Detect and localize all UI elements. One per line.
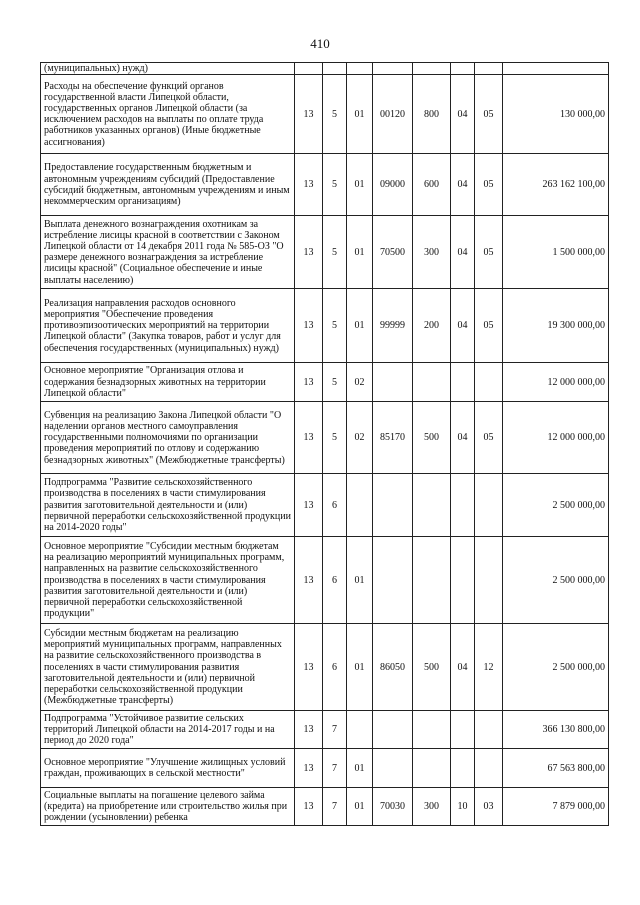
row-code-c6: 04 xyxy=(451,624,475,711)
row-code-c7 xyxy=(475,363,503,402)
row-code-c2: 5 xyxy=(323,154,347,216)
row-code-c4: 85170 xyxy=(373,402,413,474)
row-amount: 366 130 800,00 xyxy=(503,711,609,749)
row-code-c6 xyxy=(451,63,475,75)
row-code-c5 xyxy=(413,537,451,624)
row-name: Основное мероприятие "Субсидии местным бюджетам на реализацию мероприятий муниципальных программ, направленных на развитие сельскохозяйственного производства в поселениях в части стимулирования развития заготовительной деятельности и (или) первичной переработки сельскохозяйственной продукции" xyxy=(41,537,295,624)
row-code-c7 xyxy=(475,63,503,75)
row-code-c3 xyxy=(347,63,373,75)
page-number: 410 xyxy=(310,36,330,51)
row-code-c1: 13 xyxy=(295,154,323,216)
row-code-c2: 6 xyxy=(323,624,347,711)
row-name: Подпрограмма "Развитие сельскохозяйственного производства в поселениях в части стимулирования развития заготовительной деятельности и (или) первичной переработки сельскохозяйственной продукции на 2014-2020 годы" xyxy=(41,474,295,537)
row-amount: 130 000,00 xyxy=(503,75,609,154)
row-code-c4: 99999 xyxy=(373,289,413,363)
row-code-c1: 13 xyxy=(295,474,323,537)
row-amount: 1 500 000,00 xyxy=(503,216,609,289)
table-row xyxy=(41,537,609,624)
row-code-c5: 200 xyxy=(413,289,451,363)
row-code-c3: 01 xyxy=(347,537,373,624)
row-code-c5: 300 xyxy=(413,216,451,289)
row-code-c3: 01 xyxy=(347,216,373,289)
table-row xyxy=(41,749,609,788)
row-amount: 7 879 000,00 xyxy=(503,788,609,826)
row-code-c7 xyxy=(475,711,503,749)
table-row xyxy=(41,711,609,749)
row-code-c3: 01 xyxy=(347,154,373,216)
row-code-c1: 13 xyxy=(295,289,323,363)
row-code-c7 xyxy=(475,537,503,624)
row-code-c7: 05 xyxy=(475,289,503,363)
row-code-c6: 04 xyxy=(451,402,475,474)
row-code-c3: 01 xyxy=(347,289,373,363)
budget-table xyxy=(40,62,609,826)
row-code-c6: 04 xyxy=(451,75,475,154)
row-code-c3: 01 xyxy=(347,749,373,788)
row-code-c3: 02 xyxy=(347,363,373,402)
row-code-c2: 5 xyxy=(323,75,347,154)
row-code-c2: 7 xyxy=(323,749,347,788)
row-code-c4 xyxy=(373,363,413,402)
table-row xyxy=(41,216,609,289)
row-code-c4 xyxy=(373,537,413,624)
row-code-c7: 05 xyxy=(475,216,503,289)
row-code-c4 xyxy=(373,711,413,749)
row-code-c4: 70030 xyxy=(373,788,413,826)
row-code-c4 xyxy=(373,63,413,75)
row-code-c2 xyxy=(323,63,347,75)
row-code-c6 xyxy=(451,711,475,749)
table-row xyxy=(41,289,609,363)
row-code-c3: 02 xyxy=(347,402,373,474)
row-code-c2: 7 xyxy=(323,711,347,749)
row-name: Субсидии местным бюджетам на реализацию мероприятий муниципальных программ, направленных на развитие сельскохозяйственного производства в поселениях в части стимулирования развития заготовительной деятельности и (или) первичной переработки сельскохозяйственной продукции (Межбюджетные трансферты) xyxy=(41,624,295,711)
row-code-c1: 13 xyxy=(295,75,323,154)
row-name: Социальные выплаты на погашение целевого займа (кредита) на приобретение или строительство жилья при рождении (усыновлении) ребенка xyxy=(41,788,295,826)
row-code-c7: 05 xyxy=(475,402,503,474)
row-amount: 2 500 000,00 xyxy=(503,537,609,624)
row-amount: 12 000 000,00 xyxy=(503,402,609,474)
row-code-c2: 6 xyxy=(323,474,347,537)
table-row xyxy=(41,75,609,154)
row-code-c5 xyxy=(413,711,451,749)
row-code-c7 xyxy=(475,474,503,537)
row-code-c6: 04 xyxy=(451,289,475,363)
row-code-c5 xyxy=(413,363,451,402)
table-row xyxy=(41,154,609,216)
row-name: Субвенция на реализацию Закона Липецкой области "О наделении органов местного самоуправления государственными полномочиями по организации проведения мероприятий по отлову и содержанию безнадзорных животных" (Межбюджетные трансферты) xyxy=(41,402,295,474)
row-code-c5: 600 xyxy=(413,154,451,216)
row-code-c4 xyxy=(373,749,413,788)
row-code-c4: 00120 xyxy=(373,75,413,154)
row-code-c3: 01 xyxy=(347,624,373,711)
row-code-c2: 5 xyxy=(323,289,347,363)
table-row xyxy=(41,788,609,826)
row-code-c6: 04 xyxy=(451,154,475,216)
row-code-c4: 70500 xyxy=(373,216,413,289)
row-code-c7: 12 xyxy=(475,624,503,711)
row-code-c5 xyxy=(413,63,451,75)
row-code-c1: 13 xyxy=(295,749,323,788)
table-row xyxy=(41,402,609,474)
row-code-c5 xyxy=(413,474,451,537)
row-code-c5: 300 xyxy=(413,788,451,826)
row-code-c7 xyxy=(475,749,503,788)
row-code-c1: 13 xyxy=(295,537,323,624)
row-amount: 263 162 100,00 xyxy=(503,154,609,216)
row-code-c5: 500 xyxy=(413,624,451,711)
row-code-c1: 13 xyxy=(295,788,323,826)
row-code-c6 xyxy=(451,749,475,788)
row-code-c3 xyxy=(347,474,373,537)
row-name: Подпрограмма "Устойчивое развитие сельских территорий Липецкой области на 2014-2017 годы и на период до 2020 года" xyxy=(41,711,295,749)
row-amount: 19 300 000,00 xyxy=(503,289,609,363)
row-code-c6 xyxy=(451,474,475,537)
row-code-c2: 5 xyxy=(323,402,347,474)
row-name: (муниципальных) нужд) xyxy=(41,63,295,75)
row-amount xyxy=(503,63,609,75)
row-amount: 67 563 800,00 xyxy=(503,749,609,788)
table-row xyxy=(41,624,609,711)
row-code-c1: 13 xyxy=(295,711,323,749)
row-code-c4 xyxy=(373,474,413,537)
row-code-c1: 13 xyxy=(295,216,323,289)
row-code-c2: 6 xyxy=(323,537,347,624)
table-row xyxy=(41,474,609,537)
row-code-c6: 04 xyxy=(451,216,475,289)
row-amount: 2 500 000,00 xyxy=(503,474,609,537)
row-amount: 12 000 000,00 xyxy=(503,363,609,402)
row-code-c6 xyxy=(451,363,475,402)
row-code-c5: 800 xyxy=(413,75,451,154)
table-row xyxy=(41,63,609,75)
row-code-c7: 05 xyxy=(475,75,503,154)
row-name: Основное мероприятие "Улучшение жилищных условий граждан, проживающих в сельской местности" xyxy=(41,749,295,788)
row-code-c4: 86050 xyxy=(373,624,413,711)
row-code-c3: 01 xyxy=(347,75,373,154)
row-name: Расходы на обеспечение функций органов государственной власти Липецкой области, государственных органов Липецкой области (за исключением расходов на выплаты по оплате труда работников указанных органов) (Иные бюджетные ассигнования) xyxy=(41,75,295,154)
row-code-c3: 01 xyxy=(347,788,373,826)
row-code-c1 xyxy=(295,63,323,75)
table-body xyxy=(41,63,609,826)
row-code-c1: 13 xyxy=(295,363,323,402)
row-name: Выплата денежного вознаграждения охотникам за истребление лисицы красной в соответствии с Законом Липецкой области от 14 декабря 2011 года № 585-ОЗ "О размере денежного вознаграждения за истребление лисицы красной" (Социальное обеспечение и иные выплаты населению) xyxy=(41,216,295,289)
row-amount: 2 500 000,00 xyxy=(503,624,609,711)
row-code-c5 xyxy=(413,749,451,788)
row-name: Реализация направления расходов основного мероприятия "Обеспечение проведения противоэпизоотических мероприятий на территории Липецкой области" (Закупка товаров, работ и услуг для обеспечения государственных (муниципальных) нужд) xyxy=(41,289,295,363)
table-row xyxy=(41,363,609,402)
row-code-c1: 13 xyxy=(295,402,323,474)
row-code-c4: 09000 xyxy=(373,154,413,216)
row-code-c2: 5 xyxy=(323,216,347,289)
row-code-c6: 10 xyxy=(451,788,475,826)
row-code-c5: 500 xyxy=(413,402,451,474)
row-name: Предоставление государственным бюджетным и автономным учреждениям субсидий (Предоставление субсидий бюджетным, автономным учреждениям и иным некоммерческим организациям) xyxy=(41,154,295,216)
row-code-c3 xyxy=(347,711,373,749)
row-code-c7: 03 xyxy=(475,788,503,826)
row-code-c7: 05 xyxy=(475,154,503,216)
row-code-c2: 5 xyxy=(323,363,347,402)
row-code-c2: 7 xyxy=(323,788,347,826)
row-name: Основное мероприятие "Организация отлова и содержания безнадзорных животных на территории Липецкой области" xyxy=(41,363,295,402)
row-code-c6 xyxy=(451,537,475,624)
row-code-c1: 13 xyxy=(295,624,323,711)
